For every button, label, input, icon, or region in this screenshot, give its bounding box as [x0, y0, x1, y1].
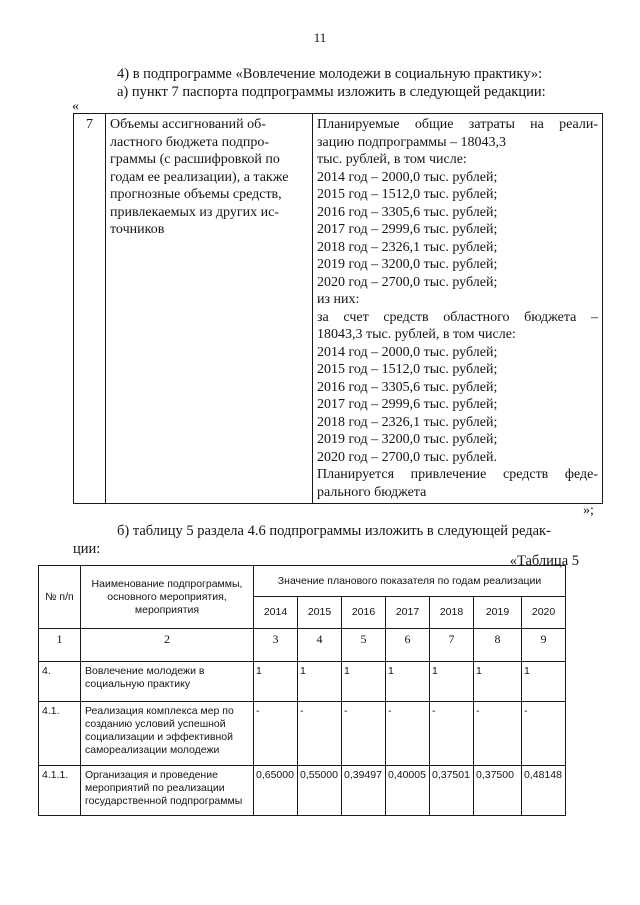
passport-title-line: точников	[110, 222, 165, 237]
table-row	[39, 662, 566, 702]
row-number: 4.	[39, 662, 81, 702]
passport-content-line: 2020 год – 2700,0 тыс. рублей.	[317, 449, 497, 465]
passport-content-line: Планируется привлечение средств феде-	[317, 467, 598, 482]
passport-item-content	[313, 114, 603, 504]
index-cell: 1	[39, 629, 81, 662]
table-row	[39, 766, 566, 816]
index-cell: 8	[474, 629, 522, 662]
header-year: 2018	[430, 597, 474, 629]
passport-content-line: 2014 год – 2000,0 тыс. рублей;	[317, 344, 498, 360]
row-value: -	[254, 702, 298, 766]
row-value: -	[430, 702, 474, 766]
index-cell: 5	[342, 629, 386, 662]
row-value: 0,37501	[430, 766, 474, 816]
header-year: 2020	[522, 597, 566, 629]
passport-content-line: 2015 год – 1512,0 тыс. рублей;	[317, 187, 498, 202]
page-number: 11	[313, 30, 327, 45]
row-value: -	[386, 702, 430, 766]
row-number: 4.1.1.	[39, 766, 81, 816]
index-cell: 7	[430, 629, 474, 662]
passport-table	[73, 113, 603, 504]
row-value: 0,48148	[522, 766, 566, 816]
header-year: 2017	[386, 597, 430, 629]
row-value: 1	[342, 662, 386, 702]
index-cell: 2	[81, 629, 254, 662]
header-number: № п/п	[39, 566, 81, 629]
passport-content-line: 2016 год – 3305,6 тыс. рублей;	[317, 204, 498, 220]
table-row	[39, 702, 566, 766]
item-b-line-2: ции:	[73, 541, 101, 557]
passport-row	[74, 114, 603, 504]
table-header-row	[39, 566, 566, 597]
quote-open: «	[72, 99, 79, 114]
row-value: 1	[430, 662, 474, 702]
passport-content-line: 18043,3 тыс. рублей, в том числе:	[317, 327, 516, 342]
quote-close: »;	[583, 503, 594, 518]
row-value: 0,65000	[254, 766, 298, 816]
header-year: 2016	[342, 597, 386, 629]
table-caption: «Таблица 5	[509, 553, 579, 569]
row-value: -	[298, 702, 342, 766]
table-index-row	[39, 629, 566, 662]
passport-content-line: 2017 год – 2999,6 тыс. рублей;	[317, 397, 498, 412]
row-value: -	[474, 702, 522, 766]
indicator-table	[38, 565, 566, 816]
row-name: Реализация комплекса мер по созданию условий успешной социализации и эффективной самореализации молодежи	[81, 702, 254, 766]
passport-item-number: 7	[74, 114, 106, 504]
passport-content-line: зацию подпрограммы – 18043,3	[317, 134, 506, 150]
passport-content-line: тыс. рублей, в том числе:	[317, 152, 467, 167]
row-value: -	[342, 702, 386, 766]
index-cell: 9	[522, 629, 566, 662]
row-name: Организация и проведение мероприятий по реализации государственной подпрограммы	[81, 766, 254, 816]
passport-content-line: 2018 год – 2326,1 тыс. рублей;	[317, 239, 498, 255]
header-year: 2014	[254, 597, 298, 629]
passport-title-line: прогнозные объемы средств,	[110, 187, 282, 202]
passport-title-line: ластного бюджета подпро-	[110, 134, 269, 150]
passport-title-line: годам ее реализации), а также	[110, 169, 289, 185]
passport-item-title	[106, 114, 313, 504]
index-cell: 4	[298, 629, 342, 662]
passport-title-line: граммы (с расшифровкой по	[110, 152, 280, 167]
row-value: 1	[522, 662, 566, 702]
header-values: Значение планового показателя по годам реализации	[254, 566, 566, 597]
item-b-line-1: б) таблицу 5 раздела 4.6 подпрограммы изложить в следующей редак-	[117, 523, 551, 539]
index-cell: 3	[254, 629, 298, 662]
passport-content-line: рального бюджета	[317, 484, 427, 500]
header-name: Наименование подпрограммы, основного мероприятия, мероприятия	[81, 566, 254, 629]
passport-title-line: Объемы ассигнований об-	[110, 117, 266, 132]
passport-content-line: за счет средств областного бюджета –	[317, 309, 598, 325]
index-cell: 6	[386, 629, 430, 662]
row-value: 1	[254, 662, 298, 702]
passport-content-line: 2015 год – 1512,0 тыс. рублей;	[317, 362, 498, 377]
passport-content-line: 2016 год – 3305,6 тыс. рублей;	[317, 379, 498, 395]
passport-content-line: 2020 год – 2700,0 тыс. рублей;	[317, 274, 498, 290]
passport-content-line: 2018 год – 2326,1 тыс. рублей;	[317, 414, 498, 430]
row-value: 0,37500	[474, 766, 522, 816]
passport-content-line: из них:	[317, 292, 360, 307]
passport-content-line: 2017 год – 2999,6 тыс. рублей;	[317, 222, 498, 237]
passport-content-line: 2019 год – 3200,0 тыс. рублей;	[317, 257, 498, 272]
row-value: 1	[386, 662, 430, 702]
row-number: 4.1.	[39, 702, 81, 766]
row-value: 0,40005	[386, 766, 430, 816]
row-value: 1	[474, 662, 522, 702]
passport-content-line: 2014 год – 2000,0 тыс. рублей;	[317, 169, 498, 185]
header-year: 2015	[298, 597, 342, 629]
header-year: 2019	[474, 597, 522, 629]
row-value: 1	[298, 662, 342, 702]
intro-line-1: 4) в подпрограмме «Вовлечение молодежи в социальную практику»:	[117, 66, 543, 82]
passport-content-line: Планируемые общие затраты на реали-	[317, 117, 598, 132]
row-value: 0,39497	[342, 766, 386, 816]
passport-content-line: 2019 год – 3200,0 тыс. рублей;	[317, 432, 498, 447]
row-value: -	[522, 702, 566, 766]
intro-line-2: а) пункт 7 паспорта подпрограммы изложить в следующей редакции:	[117, 84, 546, 100]
row-value: 0,55000	[298, 766, 342, 816]
passport-title-line: привлекаемых из других ис-	[110, 204, 279, 220]
row-name: Вовлечение молодежи в социальную практику	[81, 662, 254, 702]
